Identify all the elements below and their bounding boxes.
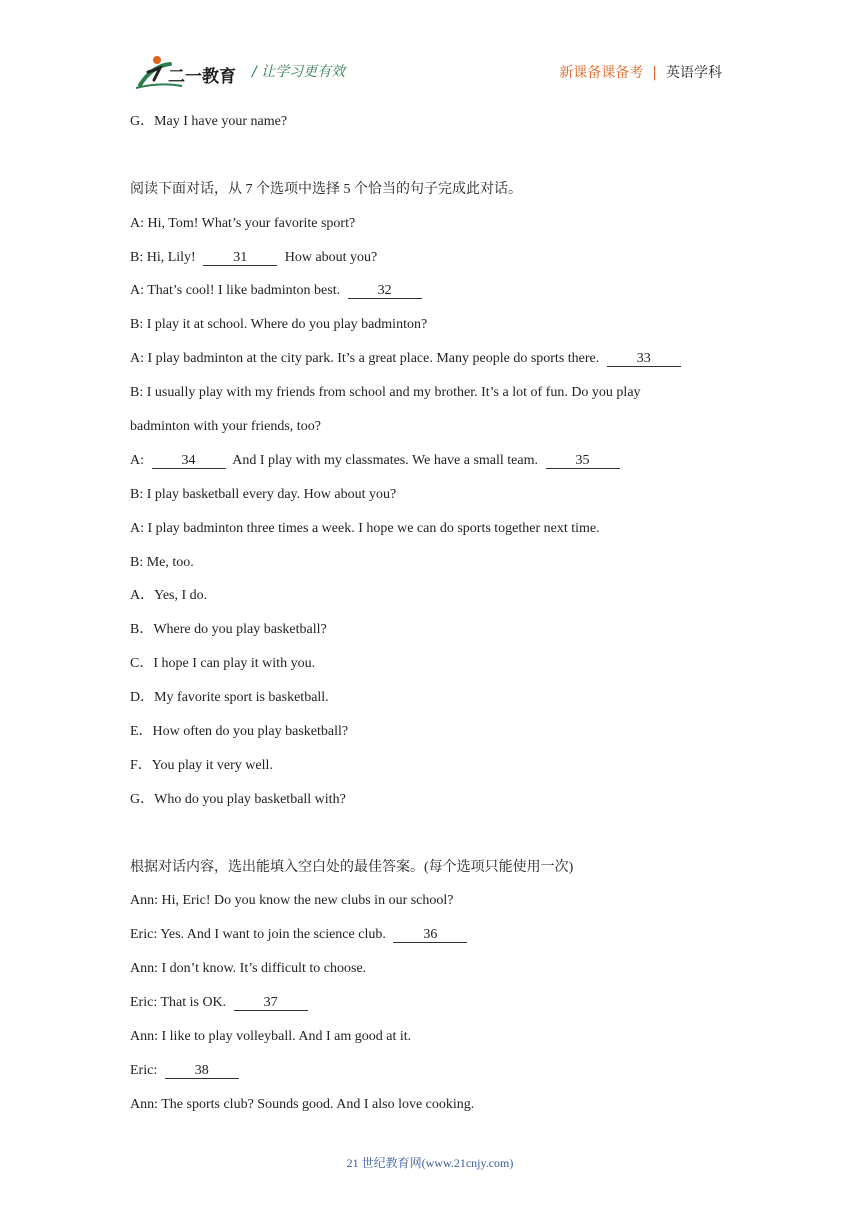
dialog-line: Ann: I don’t know. It’s difficult to choose. xyxy=(130,961,367,977)
document-body xyxy=(130,111,730,1128)
option-item: D．My favorite sport is basketball. xyxy=(130,690,329,706)
logo-runner-icon xyxy=(130,52,242,92)
blank-33: 33 xyxy=(607,351,681,367)
dialog-line: B: I play it at school. Where do you play badminton? xyxy=(130,317,428,333)
dialog-line: A: Hi, Tom! What’s your favorite sport? xyxy=(130,215,356,231)
dialog-line: B: I play basketball every day. How about you? xyxy=(130,486,397,502)
dialog-line: A: 34 And I play with my classmates. We have a small team. 35 xyxy=(130,450,730,484)
section3-instruction: 根据对话内容，选出能填入空白处的最佳答案。(每个选项只能使用一次) xyxy=(130,859,574,875)
dialog-line: Ann: Hi, Eric! Do you know the new clubs in our school? xyxy=(130,893,454,909)
dialog-line: Eric: Yes. And I want to join the science club. 36 xyxy=(130,924,730,958)
dialog-line: Eric: 38 xyxy=(130,1060,730,1094)
header-separator: | xyxy=(652,65,657,81)
blank-37: 37 xyxy=(234,995,308,1011)
option-item: A．Yes, I do. xyxy=(130,588,208,604)
option-g-prev: G．May I have your name? xyxy=(130,114,288,129)
dialog-line: B: Hi, Lily! 31 How about you? xyxy=(130,249,378,265)
slogan: / 让学习更有效 xyxy=(252,64,346,80)
option-item: E．How often do you play basketball? xyxy=(130,724,349,740)
section2-instruction: 阅读下面对话，从 7 个选项中选择 5 个恰当的句子完成此对话。 xyxy=(130,181,522,197)
blank-35: 35 xyxy=(546,453,620,469)
dialog-line: badminton with your friends, too? xyxy=(130,419,321,435)
header-course-label: 新课备课备考 xyxy=(559,65,644,81)
dialog-line: A: I play badminton three times a week. I hope we can do sports together next time. xyxy=(130,520,600,536)
dialog-line: B: Me, too. xyxy=(130,554,194,570)
blank-32: 32 xyxy=(348,283,422,299)
header-subject: 英语学科 xyxy=(666,65,722,81)
blank-34: 34 xyxy=(152,453,226,469)
blank-31: 31 xyxy=(203,250,277,266)
page-header xyxy=(0,0,860,100)
blank-36: 36 xyxy=(393,927,467,943)
logo-text: 二一教育 xyxy=(168,67,236,87)
dialog-line: B: I usually play with my friends from school and my brother. It’s a lot of fun. Do you play xyxy=(130,385,641,401)
dialog-line: Eric: That is OK. 37 xyxy=(130,992,730,1026)
dialog-line: A: That’s cool! I like badminton best. 32 xyxy=(130,280,730,314)
page-footer: 21 世纪教育网(www.21cnjy.com) xyxy=(346,1156,514,1170)
dialog-line: Ann: I like to play volleyball. And I am good at it. xyxy=(130,1029,412,1045)
option-item: G．Who do you play basketball with? xyxy=(130,791,346,807)
option-item: C．I hope I can play it with you. xyxy=(130,656,316,672)
blank-38: 38 xyxy=(165,1063,239,1079)
option-item: F．You play it very well. xyxy=(130,757,273,773)
dialog-line: A: I play badminton at the city park. It’s a great place. Many people do sports there. 33 xyxy=(130,348,730,382)
option-item: B．Where do you play basketball? xyxy=(130,622,327,638)
dialog-line: Ann: The sports club? Sounds good. And I also love cooking. xyxy=(130,1096,475,1112)
header-right xyxy=(559,62,722,82)
